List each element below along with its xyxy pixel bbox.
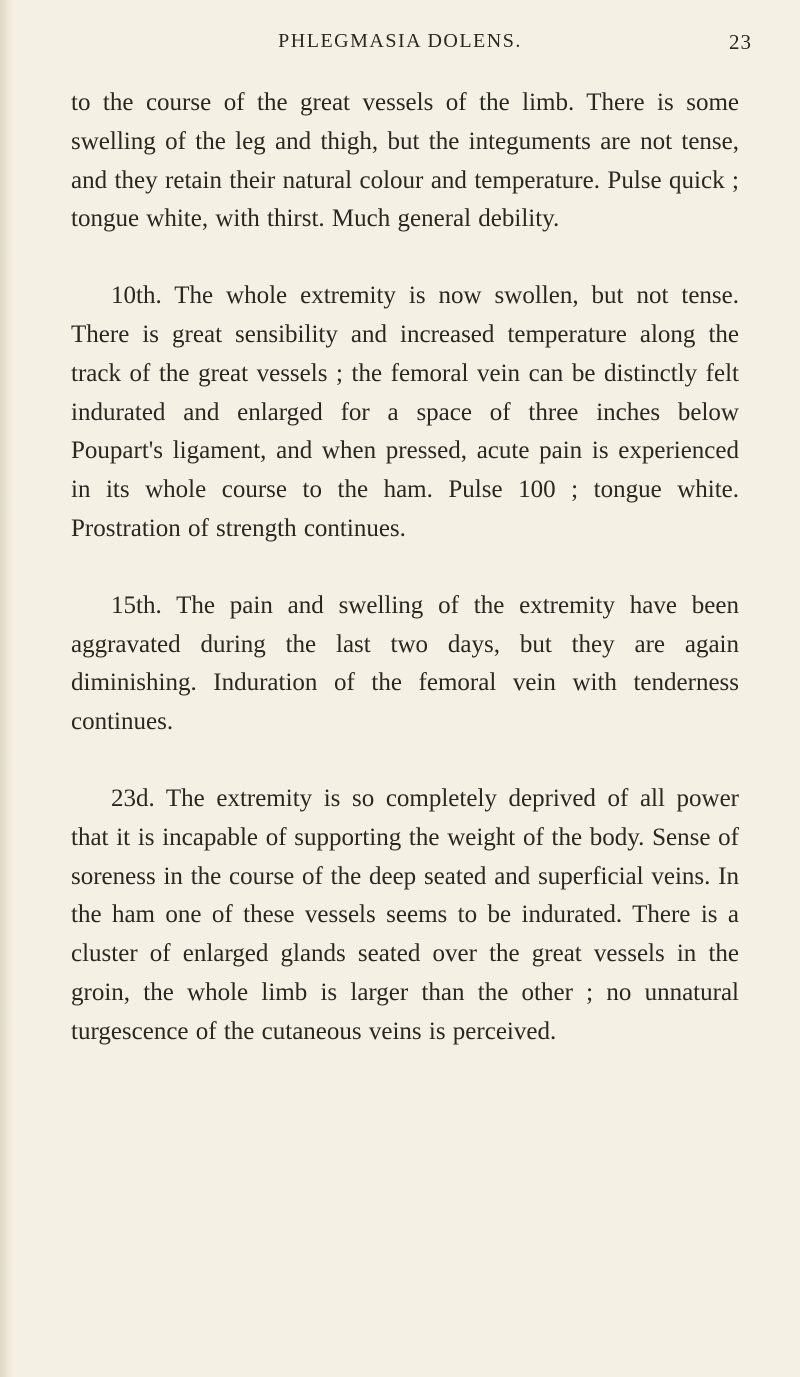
paragraph-continuation: to the course of the great vessels of the limb. There is some swelling of the leg and thigh, but the integuments are not tense, and they retain their natural colour and temperature. Pulse quick ; tongue white, with thirst. Much general debility. bbox=[71, 89, 739, 233]
paragraph-23d: 23d. The extremity is so completely deprived of all power that it is incapable of supporting the weight of the body. Sense of soreness in the course of the deep seated and superficial veins. In the ham one of these vessels seems to be indurated. There is a cluster of enlarged glands seated over the great vessels in the groin, the whole limb is larger than the other ; no unnatural turgescence of the cutaneous veins is perceived. bbox=[71, 784, 739, 1045]
page-edge-shadow bbox=[0, 0, 14, 1377]
running-head bbox=[0, 22, 800, 62]
paragraph-10th: 10th. The whole extremity is now swollen, but not tense. There is great sensibility and increased temperature along the track of the great vessels ; the femoral vein can be distinctly felt indurated and enlarged for a space of three inches below Poupart's ligament, and when pressed, acute pain is experienced in its whole course to the ham. Pulse 100 ; tongue white. Prostration of strength continues. bbox=[71, 282, 739, 542]
body-text bbox=[71, 84, 739, 1052]
page-number: 23 bbox=[729, 30, 752, 54]
paragraph-15th: 15th. The pain and swelling of the extremity have been aggravated during the last two days, but they are again diminishing. Induration of the femoral vein with tenderness continues. bbox=[71, 591, 739, 736]
running-head-title: PHLEGMASIA DOLENS. bbox=[278, 30, 522, 52]
